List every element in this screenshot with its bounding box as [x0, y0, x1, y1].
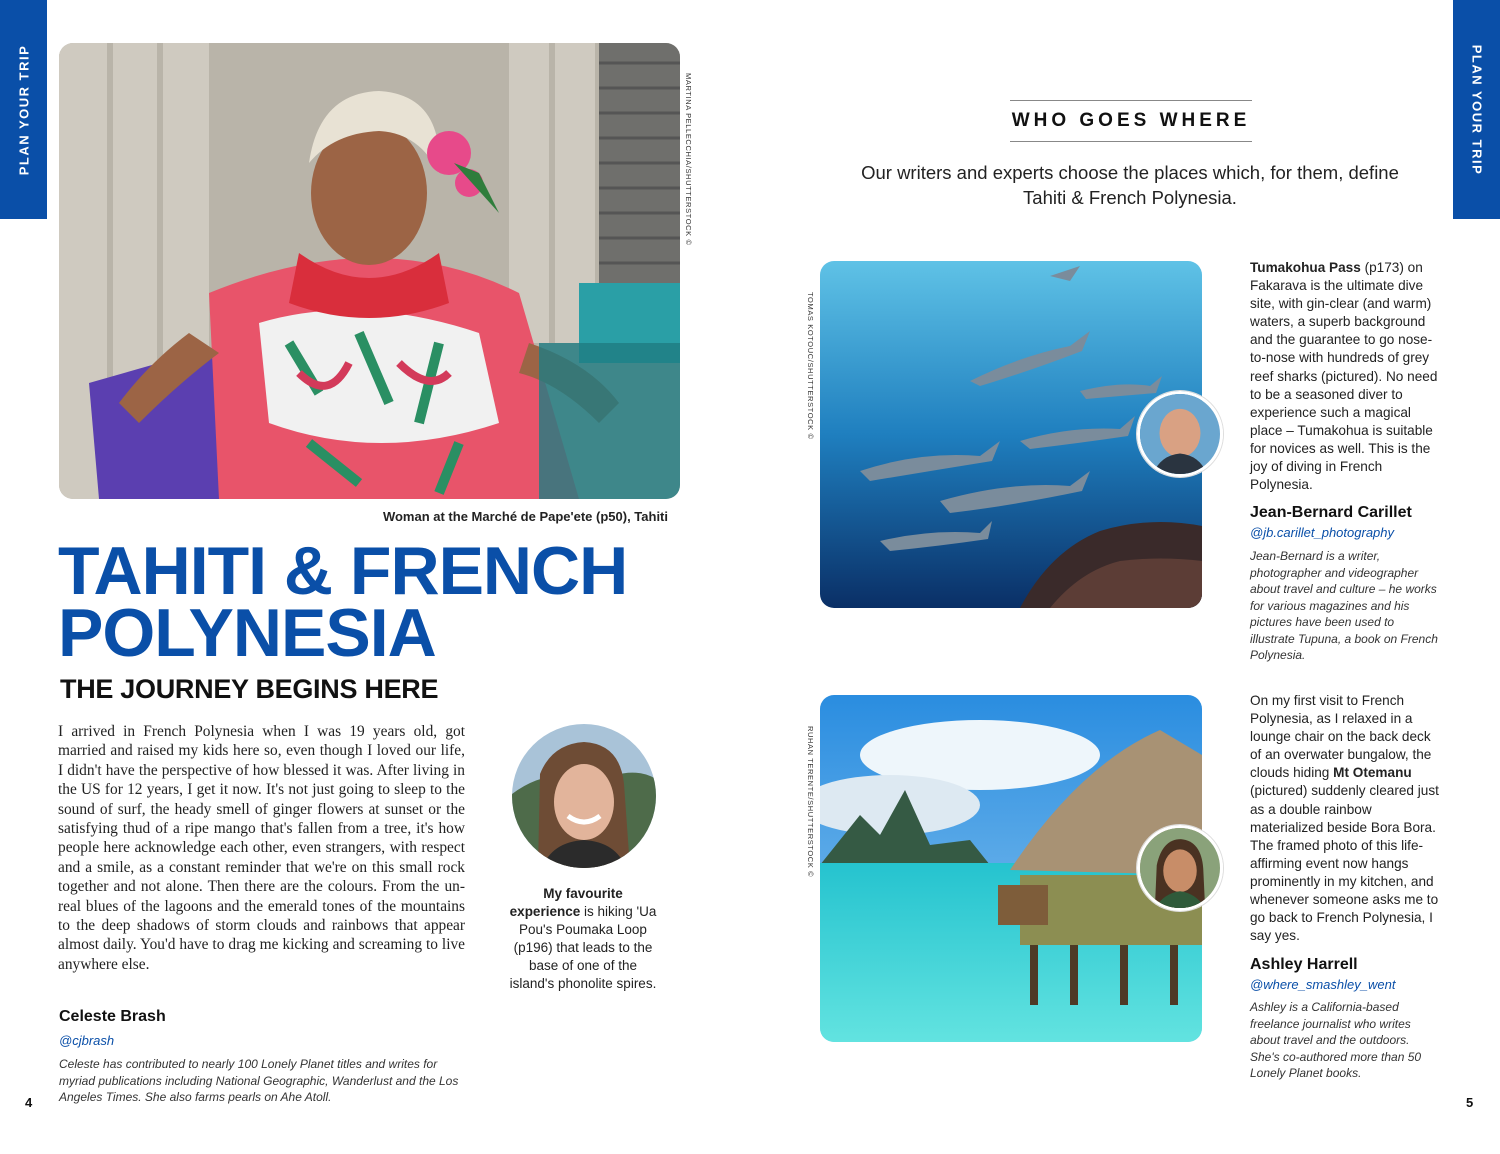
tab-label: PLAN YOUR TRIP — [1469, 44, 1484, 175]
section-heading: WHO GOES WHERE — [1011, 110, 1251, 131]
author-handle[interactable]: @where_smashley_went — [1250, 977, 1396, 992]
entry2-text — [1250, 692, 1440, 945]
entry2-body-end: (pictured) suddenly cleared just as a double rainbow materialized beside Bora Bora. The framed photo of this life-affirming event now hangs prominently in my kitchen, and whenever someone asks me to go back to French Polynesia, I say yes. — [1250, 783, 1439, 944]
photo-credit: RUHAN TERENTE/SHUTTERSTOCK © — [806, 726, 815, 878]
author-bio: Ashley is a California-based freelance journalist who writes about travel and the outdoors. She's co-authored more than 50 Lonely Planet books. — [1250, 1000, 1422, 1080]
section-subheading: Our writers and experts choose the places which, for them, define Tahiti & French Polynesia. — [861, 162, 1399, 208]
entry1-place: Tumakohua Pass — [1250, 260, 1361, 275]
intro-paragraph: I arrived in French Polynesia when I was 19 years old, got married and raised my kids here so, even though I loved our life, I didn't have the perspective of how blessed it was. After living in the US for 12 years, I get it now. It's not just going to sleep to the sound of surf, the heady smell of ginger flowers at sunset or the satisfying thud of a ripe mango that's fallen from a tree, it's how people here acknowledge each other, even strangers, with respect and a smile, as a constant reminder that we're on this small rock together and not alone. Then there are the colours. From the un-real blues of the lagoons and the emerald tones of the mountains to the deep shadows of storm clouds and rainbows that appear almost daily. You'd have to drag me kicking and screaming to live anywhere else. — [58, 723, 465, 973]
author-bio: Celeste has contributed to nearly 100 Lonely Planet titles and writes for myriad publications including National Geographic, Wanderlust and the Los Angeles Times. She also farms pearls on Ahe Atoll. — [59, 1057, 459, 1104]
plan-your-trip-tab-right[interactable] — [1453, 0, 1500, 219]
photo-credit: TOMAS KOTOUC/SHUTTERSTOCK © — [806, 292, 815, 440]
photo-credit: MARTINA PELLECCHIA/SHUTTERSTOCK © — [684, 73, 693, 246]
page-title — [58, 533, 678, 671]
entry1-body: (p173) on Fakarava is the ultimate dive site, with gin-clear (and warm) waters, a superb background and the guarantee to go nose-to-nose with hundreds of grey reef sharks (pictured). No need to be a seasoned diver to experience such a magical place – Tumakohua is suitable for novices as well. This is the joy of diving in French Polynesia. — [1250, 260, 1438, 493]
title-line-2: POLYNESIA — [58, 595, 436, 671]
author-portrait — [1137, 391, 1223, 477]
entry1-text — [1250, 259, 1440, 494]
page-number-right: 5 — [1466, 1095, 1474, 1110]
author-name: Ashley Harrell — [1250, 956, 1358, 973]
author-name: Celeste Brash — [59, 1008, 166, 1025]
favourite-lead: My favourite experience — [509, 886, 623, 919]
title-line-1: TAHITI & FRENCH — [58, 533, 628, 609]
tab-label: PLAN YOUR TRIP — [16, 44, 31, 175]
author-bio: Jean-Bernard is a writer, photographer and videographer about travel and culture – he works for various magazines and his pictures have been used to illustrate Tupuna, a book on French Polynesia. — [1250, 549, 1438, 662]
favourite-experience — [508, 885, 658, 993]
author-portrait — [1137, 825, 1223, 911]
author-handle[interactable]: @cjbrash — [59, 1033, 115, 1048]
market-woman-photo — [59, 43, 680, 499]
author-handle[interactable]: @jb.carillet_photography — [1250, 525, 1395, 540]
photo-caption: Woman at the Marché de Pape'ete (p50), Tahiti — [382, 509, 668, 524]
author-portrait — [512, 724, 656, 868]
page-subtitle: THE JOURNEY BEGINS HERE — [60, 674, 439, 704]
heading-rule-top — [1010, 100, 1252, 101]
page-number-left: 4 — [25, 1095, 33, 1110]
heading-rule-bottom — [1010, 141, 1252, 142]
favourite-text: is hiking 'Ua Pou's Poumaka Loop (p196) that leads to the base of one of the island's phonolite spires. — [509, 904, 657, 991]
entry2-body-start: On my first visit to French Polynesia, as I relaxed in a lounge chair on the back deck of an overwater bungalow, the clouds hiding — [1250, 693, 1432, 781]
author-name: Jean-Bernard Carillet — [1250, 504, 1412, 521]
entry2-place: Mt Otemanu — [1333, 765, 1412, 781]
plan-your-trip-tab-left[interactable] — [0, 0, 47, 219]
